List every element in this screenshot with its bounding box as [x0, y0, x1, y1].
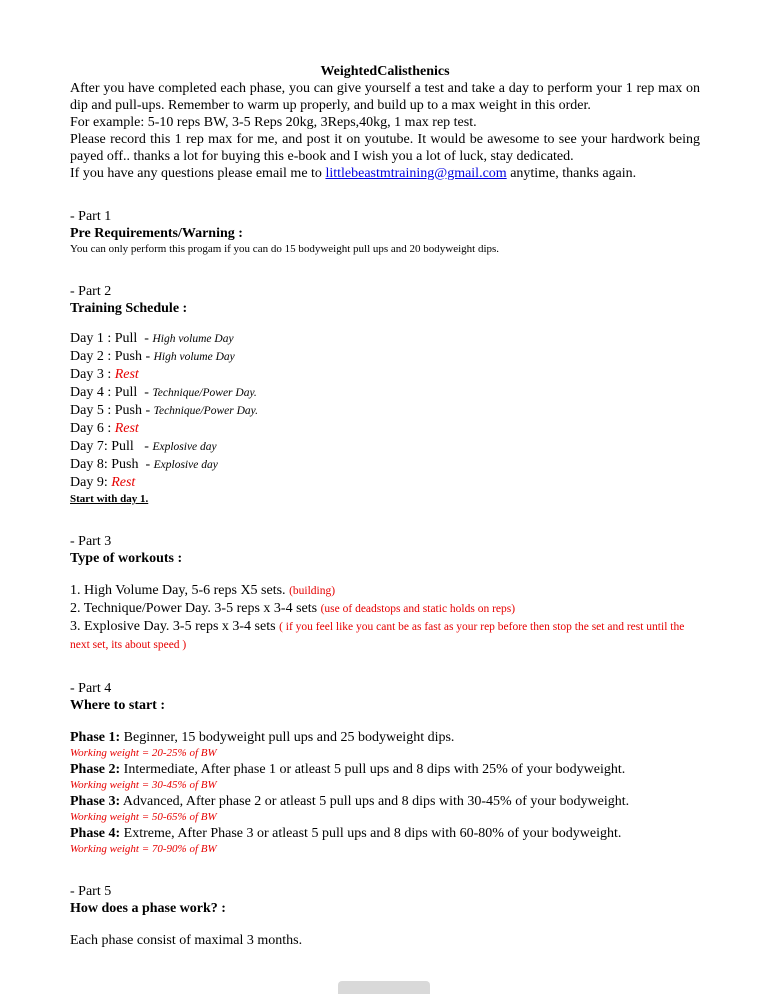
email-link[interactable]: littlebeastmtraining@gmail.com — [325, 166, 507, 181]
intro-email-suffix: anytime, thanks again. — [506, 166, 637, 181]
day-5-description: Technique/Power Day. — [153, 405, 258, 417]
phase-4-line — [70, 825, 700, 842]
part2-label: - Part 2 — [70, 284, 112, 299]
schedule-day-1 — [70, 330, 700, 348]
intro-email-prefix: If you have any questions please email me to — [70, 166, 326, 181]
phase-3-text: Advanced, After phase 2 or atleast 5 pull ups and 8 dips with 30-45% of your bodyweight. — [120, 794, 630, 809]
intro-line-3: Please record this 1 rep max for me, and post it on youtube. It would be awesome to see your hardwork being payed off.. thanks a lot for buying this e-book and I wish you a lot of luck, stay dedicated. — [70, 132, 700, 164]
phase-2-label: Phase 2: — [70, 762, 121, 777]
phase-1 — [70, 729, 700, 761]
part4-heading: Where to start : — [70, 698, 165, 713]
schedule-day-4 — [70, 384, 700, 402]
schedule-day-8 — [70, 456, 700, 474]
intro-paragraph — [70, 80, 700, 182]
phase-1-working-weight: Working weight = 20-25% of BW — [70, 747, 217, 759]
phase-2-text: Intermediate, After phase 1 or atleast 5 pull ups and 8 dips with 25% of your bodyweight. — [120, 762, 626, 777]
part1-label: - Part 1 — [70, 209, 112, 224]
part5-heading: How does a phase work? : — [70, 901, 226, 916]
workout-item-1-note: (building) — [289, 585, 336, 597]
day-8-description: Explosive day — [153, 459, 218, 471]
part4-label: - Part 4 — [70, 681, 112, 696]
phase-2-working-weight: Working weight = 30-45% of BW — [70, 779, 217, 791]
phase-4-label: Phase 4: — [70, 826, 121, 841]
day-4-description: Technique/Power Day. — [152, 387, 257, 399]
phase-2-line — [70, 761, 700, 778]
day-9-label: Day 9: — [70, 475, 112, 490]
start-with-day-note: Start with day 1. — [70, 493, 149, 505]
workout-item-3-text: 3. Explosive Day. 3-5 reps x 3-4 sets — [70, 619, 280, 634]
workout-item-2-text: 2. Technique/Power Day. 3-5 reps x 3-4 sets — [70, 601, 321, 616]
bottom-ui-hint — [338, 981, 430, 994]
workout-item-2-note: (use of deadstops and static holds on reps) — [320, 603, 516, 615]
phase-4-text: Extreme, After Phase 3 or atleast 5 pull ups and 8 dips with 60-80% of your bodyweight. — [120, 826, 622, 841]
part3-label: - Part 3 — [70, 534, 112, 549]
schedule-day-2 — [70, 348, 700, 366]
phase-3-working-weight: Working weight = 50-65% of BW — [70, 811, 217, 823]
training-schedule-list — [70, 330, 700, 507]
schedule-day-5 — [70, 402, 700, 420]
part5-label: - Part 5 — [70, 884, 112, 899]
phase-1-label: Phase 1: — [70, 730, 121, 745]
day-4-label: Day 4 : Pull - — [70, 385, 153, 400]
intro-line-4 — [70, 165, 700, 182]
day-2-label: Day 2 : Push - — [70, 349, 154, 364]
workout-types-list — [70, 582, 700, 654]
intro-line-1: After you have completed each phase, you can give yourself a test and take a day to perform your 1 rep max on dip and pull-ups. Remember to warm up properly, and build up to a max weight in this order. — [70, 81, 700, 113]
phases-list — [70, 729, 700, 857]
part1-heading: Pre Requirements/Warning : — [70, 226, 243, 241]
day-7-description: Explosive day — [152, 441, 217, 453]
schedule-day-6 — [70, 420, 700, 438]
day-6-label: Day 6 : — [70, 421, 115, 436]
day-3-label: Day 3 : — [70, 367, 115, 382]
intro-line-2: For example: 5-10 reps BW, 3-5 Reps 20kg, 3Reps,40kg, 1 max rep test. — [70, 115, 477, 130]
day-9-rest: Rest — [111, 475, 136, 490]
day-8-label: Day 8: Push - — [70, 457, 154, 472]
part3-heading: Type of workouts : — [70, 551, 183, 566]
part1-note: You can only perform this progam if you can do 15 bodyweight pull ups and 20 bodyweight dips. — [70, 243, 500, 255]
schedule-day-3 — [70, 366, 700, 384]
document-title: WeightedCalisthenics — [320, 64, 450, 79]
schedule-day-7 — [70, 438, 700, 456]
day-3-rest: Rest — [114, 367, 139, 382]
workout-item-1 — [70, 582, 700, 600]
day-1-description: High volume Day — [152, 333, 234, 345]
phase-1-line — [70, 729, 700, 746]
workout-item-1-text: 1. High Volume Day, 5-6 reps X5 sets. — [70, 583, 290, 598]
part5-body: Each phase consist of maximal 3 months. — [70, 933, 303, 948]
phase-4 — [70, 825, 700, 857]
schedule-day-9 — [70, 474, 700, 492]
day-7-label: Day 7: Pull - — [70, 439, 153, 454]
day-2-description: High volume Day — [153, 351, 235, 363]
phase-3 — [70, 793, 700, 825]
workout-item-3 — [70, 618, 700, 654]
phase-1-text: Beginner, 15 bodyweight pull ups and 25 bodyweight dips. — [120, 730, 455, 745]
phase-3-line — [70, 793, 700, 810]
day-1-label: Day 1 : Pull - — [70, 331, 153, 346]
day-5-label: Day 5 : Push - — [70, 403, 154, 418]
phase-4-working-weight: Working weight = 70-90% of BW — [70, 843, 217, 855]
phase-2 — [70, 761, 700, 793]
workout-item-3-note: ( if you feel like you cant be as fast as your rep before then stop the set and rest until the next set, its about speed ) — [70, 621, 688, 651]
phase-3-label: Phase 3: — [70, 794, 121, 809]
workout-item-2 — [70, 600, 700, 618]
part2-heading: Training Schedule : — [70, 301, 188, 316]
day-6-rest: Rest — [114, 421, 139, 436]
